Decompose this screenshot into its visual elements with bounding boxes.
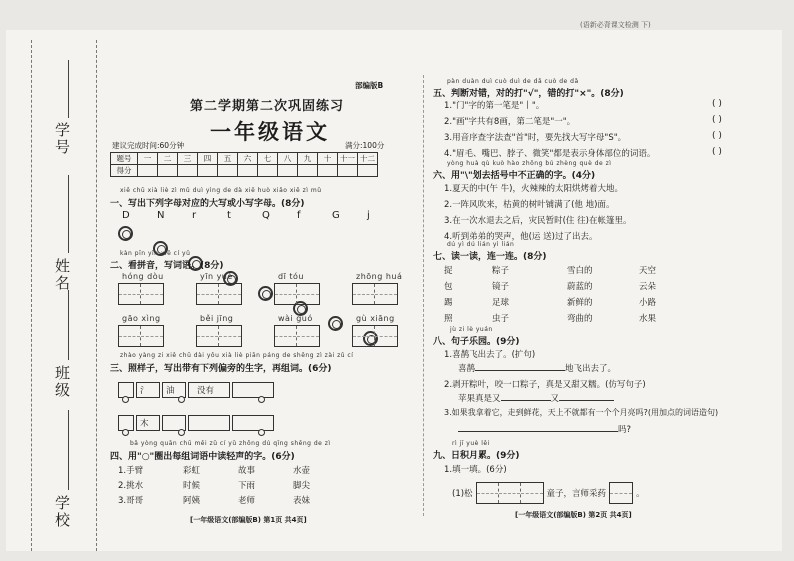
q8-fill-3-end: 吗? xyxy=(618,425,632,435)
pinyin-prompt: běi jīng xyxy=(200,314,234,323)
grid-cell xyxy=(119,326,141,346)
q9-pinyin: rì jī yuè lěi xyxy=(452,440,490,447)
letter-label: G xyxy=(332,210,340,221)
q8-fill-1a: 喜鹊 xyxy=(458,364,476,374)
grid-cell xyxy=(353,326,375,346)
tian-grid xyxy=(274,283,320,305)
score-header-cell: 十 xyxy=(318,153,338,165)
q8-item-1: 1.喜鹊飞出去了。(扩句) xyxy=(444,350,536,360)
judge-item: 3.用音序查字法查"首"时，要先找大写字母"S"。 xyxy=(444,133,627,143)
pinyin-prompt: gāo xìng xyxy=(122,314,161,323)
pinyin-prompt: zhōng huá xyxy=(356,272,403,281)
tian-grid xyxy=(196,283,242,305)
judge-item: 1."门"字的第一笔是"丨"。 xyxy=(444,101,545,111)
q8-title: 八、句子乐园。(9分) xyxy=(433,337,520,347)
pinyin-grid-row-2 xyxy=(118,314,418,352)
score-cell xyxy=(178,165,198,177)
q8-pinyin: jù zi lè yuán xyxy=(450,326,493,333)
q4-title: 四、用"○"圈出每组词语中读轻声的字。(6分) xyxy=(110,452,295,462)
q6-title: 六、用"\"划去括号中不正确的字。(4分) xyxy=(433,171,596,181)
footer-page-2: [一年级语文(部编版B) 第2页 共4页] xyxy=(515,511,632,519)
class-label: 班级 xyxy=(53,365,71,399)
word-option: 时候 xyxy=(183,481,201,491)
answer-paren: ( ) xyxy=(712,115,722,125)
grid-cell xyxy=(297,326,319,346)
score-header-cell: 六 xyxy=(238,153,258,165)
strike-item: 2.一阵风吹来，枯黄的树叶铺满了(他 地)面。 xyxy=(444,200,615,210)
match-word: 包 xyxy=(444,282,453,292)
binding-dash-line xyxy=(96,40,97,551)
match-word: 虫子 xyxy=(492,314,510,324)
q7-pinyin: dú yì dú lián yì lián xyxy=(447,241,515,248)
strike-item: 4.听到弟弟的哭声，他(运 送)过了出去。 xyxy=(444,232,598,242)
tian-grid xyxy=(118,283,164,305)
pinyin-prompt: wài guó xyxy=(278,314,313,323)
strike-item: 1.夏天的中(午 牛)，火辣辣的太阳烘烤着大地。 xyxy=(444,184,623,194)
letter-answer-flower xyxy=(118,226,133,241)
letter-row xyxy=(118,210,408,245)
answer-paren: ( ) xyxy=(712,99,722,109)
word-option: 1.手臂 xyxy=(118,466,144,476)
q7-matching-grid xyxy=(444,264,744,324)
page-divider xyxy=(423,75,424,516)
answer-paren: ( ) xyxy=(712,131,722,141)
q1-title: 一、写出下列字母对应的大写或小写字母。(8分) xyxy=(110,199,305,209)
match-word: 雪白的 xyxy=(567,266,593,276)
q9-title: 九、日积月累。(9分) xyxy=(433,451,520,461)
number-label: 学号 xyxy=(53,122,71,156)
q9-line-1b: 童子，言师采药 xyxy=(546,489,607,499)
edition-label: 部编版B xyxy=(355,81,384,90)
score-cell xyxy=(198,165,218,177)
match-word: 弯曲的 xyxy=(567,314,593,324)
train-row-2 xyxy=(118,415,278,437)
score-note: 满分:100分 xyxy=(345,141,385,150)
q6-pinyin: yòng huà qù kuò hào zhōng bú zhèng què de zì xyxy=(447,160,612,167)
score-cell xyxy=(138,165,158,177)
word-option: 2.挑水 xyxy=(118,481,144,491)
score-cell xyxy=(338,165,358,177)
score-cell xyxy=(298,165,318,177)
word-option: 下雨 xyxy=(238,481,256,491)
q8-fill-2a: 苹果真是又 xyxy=(458,394,501,404)
word-option: 彩虹 xyxy=(183,466,201,476)
score-header-cell: 五 xyxy=(218,153,238,165)
q5-list xyxy=(444,99,734,159)
school-label: 学校 xyxy=(53,495,71,529)
score-header-cell: 一 xyxy=(138,153,158,165)
tian-grid xyxy=(274,325,320,347)
grid-cell xyxy=(197,326,219,346)
match-word: 云朵 xyxy=(639,282,657,292)
strike-item: 3.在一次水退去之后，灾民暂时(住 往)在帐篷里。 xyxy=(444,216,632,226)
judge-item: 4."眉毛、嘴巴、脖子、微笑"都是表示身体部位的词语。 xyxy=(444,149,656,159)
score-header-cell: 七 xyxy=(258,153,278,165)
match-word: 新鲜的 xyxy=(567,298,593,308)
match-word: 镜子 xyxy=(492,282,510,292)
letter-label: r xyxy=(192,210,197,221)
word-option: 阿姨 xyxy=(183,496,201,506)
match-word: 踢 xyxy=(444,298,453,308)
match-word: 足球 xyxy=(492,298,510,308)
letter-label: t xyxy=(227,210,231,221)
q4-pinyin: bǎ yòng quān chū měi zǔ cí yǔ zhōng dú qīng shēng de zì xyxy=(130,440,331,447)
pinyin-prompt: yīn yuè xyxy=(200,272,233,281)
score-table xyxy=(110,152,378,177)
match-word: 蔚蓝的 xyxy=(567,282,593,292)
score-header-cell: 二 xyxy=(158,153,178,165)
binding-dash-line-2 xyxy=(31,40,32,551)
q8-fill-2b: 又 xyxy=(550,394,560,404)
letter-label: N xyxy=(157,210,165,221)
score-row-label: 得分 xyxy=(111,165,138,177)
match-word: 天空 xyxy=(639,266,657,276)
word-option: 老师 xyxy=(238,496,256,506)
score-cell xyxy=(238,165,258,177)
q9-sub: 1.填一填。(6分) xyxy=(444,465,507,475)
letter-label: D xyxy=(122,210,130,221)
q8-item-3: 3.如果我拿着它，走到鲜花，天上不就都有一个个月亮吗?(用加点的词语造句) xyxy=(444,408,719,417)
example-char: 油 xyxy=(166,386,175,396)
exam-title: 一年级语文 xyxy=(210,120,330,144)
grid-cell xyxy=(197,284,219,304)
letter-label: Q xyxy=(262,210,270,221)
tian-grid xyxy=(352,283,398,305)
q7-title: 七、读一读，连一连。(8分) xyxy=(433,252,547,262)
q4-word-grid xyxy=(118,464,378,509)
grid-cell xyxy=(219,326,241,346)
match-word: 小路 xyxy=(639,298,657,308)
score-cell xyxy=(158,165,178,177)
example-radical: 氵 xyxy=(140,386,149,396)
time-note: 建议完成时间:60分钟 xyxy=(112,141,185,150)
grid-cell xyxy=(275,284,297,304)
school-blank xyxy=(68,410,69,490)
q8-fill-3 xyxy=(458,423,631,435)
tian-grid xyxy=(196,325,242,347)
pinyin-prompt: hóng dòu xyxy=(122,272,164,281)
q9-line-1a: (1)松 xyxy=(452,489,473,499)
exam-subtitle: 第二学期第二次巩固练习 xyxy=(190,99,345,114)
score-header-cell: 四 xyxy=(198,153,218,165)
score-cell xyxy=(278,165,298,177)
q8-fill-2 xyxy=(458,392,614,404)
train-row-1 xyxy=(118,382,278,404)
score-header-cell: 十二 xyxy=(358,153,378,165)
word-option: 水壶 xyxy=(293,466,311,476)
grid-cell xyxy=(119,284,141,304)
match-word: 水果 xyxy=(639,314,657,324)
match-word: 粽子 xyxy=(492,266,510,276)
grid-cell xyxy=(375,326,397,346)
score-header-cell: 题号 xyxy=(111,153,138,165)
score-header-cell: 三 xyxy=(178,153,198,165)
q8-fill-1b: 地飞出去了。 xyxy=(565,364,617,374)
grid-cell xyxy=(219,284,241,304)
grid-cell xyxy=(141,284,163,304)
score-cell xyxy=(258,165,278,177)
q5-title: 五、判断对错，对的打"√"，错的打"×"。(8分) xyxy=(433,89,624,99)
score-header-cell: 十一 xyxy=(338,153,358,165)
q9-line-1c: 。 xyxy=(636,489,645,499)
q8-fill-1 xyxy=(458,362,616,374)
score-cell xyxy=(318,165,338,177)
grid-cell xyxy=(275,326,297,346)
letter-label: f xyxy=(297,210,301,221)
grid-cell xyxy=(353,284,375,304)
letter-label: j xyxy=(367,210,370,221)
match-word: 照 xyxy=(444,314,453,324)
pinyin-prompt: gù xiāng xyxy=(356,314,395,323)
q8-item-2: 2.剥开粽叶，咬一口粽子，真是又甜又糯。(仿写句子) xyxy=(444,380,646,390)
word-option: 3.哥哥 xyxy=(118,496,144,506)
pinyin-grid-row-1 xyxy=(118,272,418,310)
q2-title: 二、看拼音，写词语。(8分) xyxy=(110,261,224,271)
name-label: 姓名 xyxy=(53,258,71,292)
tian-grid xyxy=(118,325,164,347)
grid-cell xyxy=(297,284,319,304)
q3-title: 三、照样子，写出带有下列偏旁的生字，再组词。(6分) xyxy=(110,364,332,374)
answer-paren: ( ) xyxy=(712,147,722,157)
name-blank xyxy=(68,175,69,253)
tian-grid xyxy=(352,325,398,347)
q3-pinyin: zhào yàng zi xiě chū dài yǒu xià liè piān páng de shēng zì zài zǔ cí xyxy=(120,352,354,359)
word-option: 脚尖 xyxy=(293,481,311,491)
match-word: 捉 xyxy=(444,266,453,276)
score-header-cell: 八 xyxy=(278,153,298,165)
footer-page-1: [一年级语文(部编版B) 第1页 共4页] xyxy=(190,516,307,524)
class-blank xyxy=(68,290,69,360)
q9-line-1 xyxy=(452,482,645,504)
example-word: 没有 xyxy=(197,386,215,396)
judge-item: 2."画"字共有8画，第二笔是"一"。 xyxy=(444,117,576,127)
number-blank xyxy=(68,60,69,118)
score-cell xyxy=(358,165,378,177)
grid-cell xyxy=(375,284,397,304)
score-cell xyxy=(218,165,238,177)
grid-cell xyxy=(141,326,163,346)
q5-pinyin: pàn duàn duì cuò duì de dǎ cuò de dǎ xyxy=(447,78,579,85)
score-header-cell: 九 xyxy=(298,153,318,165)
q2-pinyin: kàn pīn yīn xiě cí yǔ xyxy=(120,250,191,257)
word-option: 故事 xyxy=(238,466,256,476)
q1-pinyin: xiě chū xià liè zì mǔ duì yìng de dà xiě huò xiǎo xiě zì mǔ xyxy=(120,187,322,194)
word-option: 表妹 xyxy=(293,496,311,506)
pinyin-prompt: dī tóu xyxy=(278,272,304,281)
top-right-note: (语新必背课文检测 下) xyxy=(580,21,651,29)
radical-mu: 木 xyxy=(140,419,149,429)
